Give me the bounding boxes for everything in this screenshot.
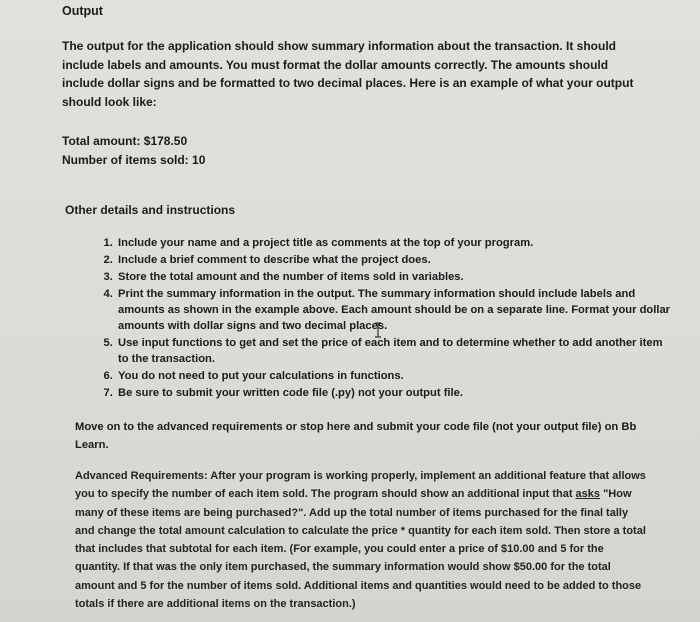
- instructions-list: [92, 235, 671, 402]
- advanced-text-before: After your program is working properly, implement an additional feature that allows you to specify the number of each item sold. The program should show an additional input that: [75, 470, 646, 501]
- advanced-requirements-paragraph: [75, 467, 647, 613]
- list-item: 1. Include your name and a project title as comments at the top of your program.: [116, 235, 671, 251]
- example-total-line: Total amount: $178.50: [62, 134, 188, 148]
- example-items-line: Number of items sold: 10: [62, 152, 206, 167]
- example-output: [62, 132, 205, 169]
- move-on-paragraph: Move on to the advanced requirements or stop here and submit your code file (not your output file) on Bb Learn.: [75, 421, 637, 451]
- other-details-heading: Other details and instructions: [65, 203, 236, 217]
- advanced-label: Advanced Requirements:: [75, 470, 208, 482]
- text-cursor-icon: [373, 322, 383, 338]
- intro-paragraph: The output for the application should show summary information about the transaction. It should include labels and amounts. You must format the dollar amounts correctly. The amounts should include dollar signs and be formatted to two decimal places. Here is an example of what your output should look like:: [62, 39, 634, 109]
- output-heading: Output: [62, 4, 103, 18]
- asks-word: asks: [575, 488, 601, 501]
- list-item: 5. Use input functions to get and set the price of each item and to determine whether to add another item to the transaction.: [116, 335, 671, 367]
- advanced-text-after: "How many of these items are being purchased?". Add up the total number of items purchased for the final tally and change the total amount calculation to calculate the price * quantity for each item sold. Then store a total that includes that subtotal for each item. (For example, you could enter a price of $10.00 and 5 for the quantity. If that was the only item purchased, the summary information would show $50.00 for the total amount and 5 for the number of items sold. Additional items and quantities would need to be added to those totals if there are additional items on the transaction.): [75, 488, 646, 611]
- list-item: 6. You do not need to put your calculations in functions.: [116, 368, 671, 384]
- list-item: 7. Be sure to submit your written code file (.py) not your output file.: [116, 385, 671, 401]
- list-item: 2. Include a brief comment to describe what the project does.: [116, 252, 671, 268]
- list-item: 3. Store the total amount and the number of items sold in variables.: [116, 269, 671, 285]
- list-item: 4. Print the summary information in the output. The summary information should include labels and amounts as shown in the example above. Each amount should be on a separate line. Format your dollar amounts with dollar signs and two decimal places.: [116, 286, 671, 334]
